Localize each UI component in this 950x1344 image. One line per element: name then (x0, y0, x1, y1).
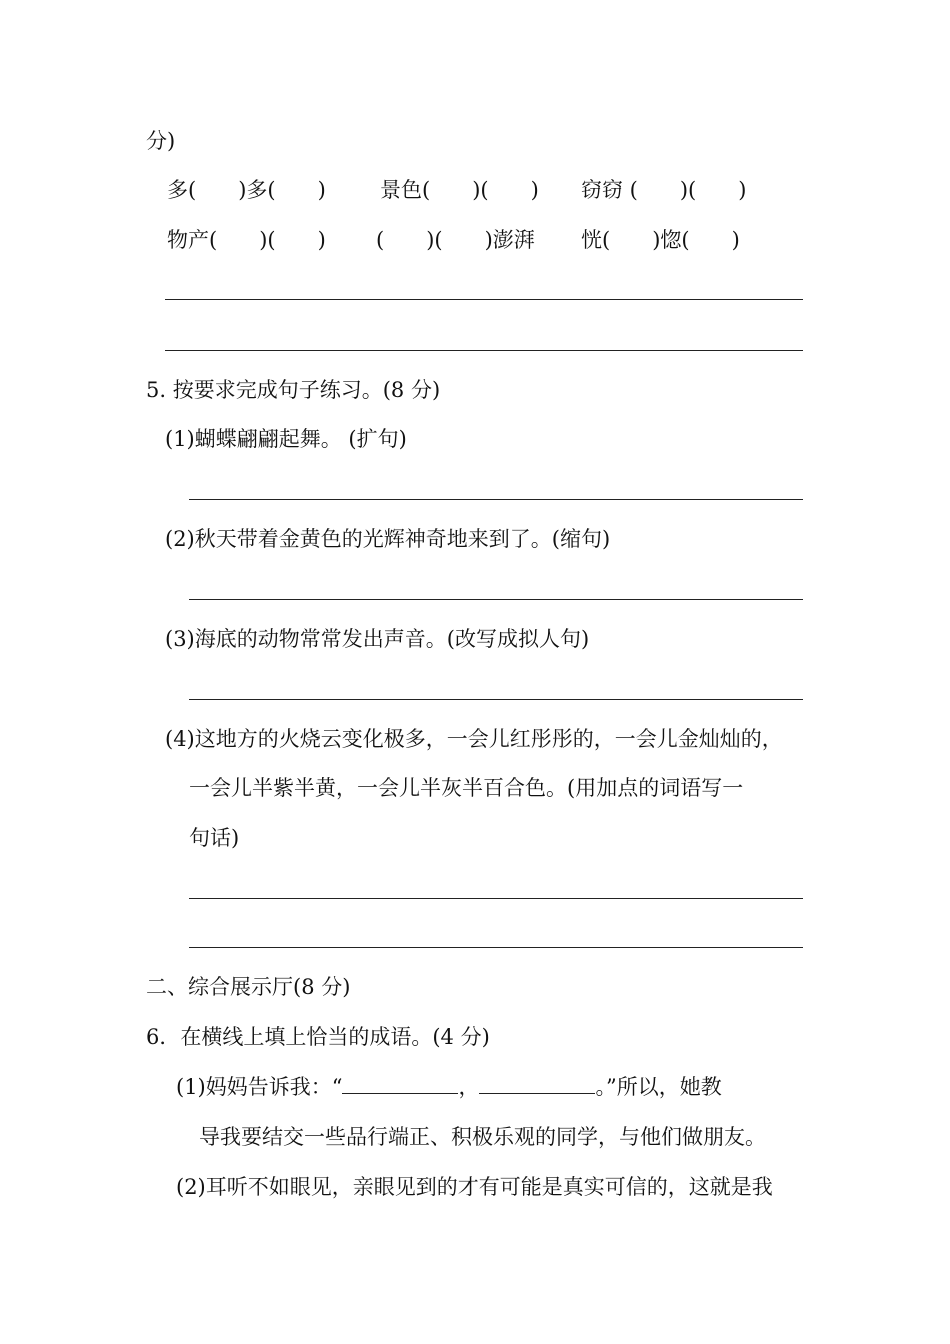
q6-item-1-prefix: (1)妈妈告诉我：“ (176, 1075, 343, 1099)
q6-item-1-comma: ， (458, 1075, 480, 1099)
q4-score-tail: 分) (146, 129, 176, 153)
q4-answer-line-2[interactable] (165, 350, 803, 351)
q5-item-3-answer-line[interactable] (189, 699, 803, 700)
q6-item-1 (176, 1073, 722, 1101)
q6-item-2: (2)耳听不如眼见，亲眼见到的才有可能是真实可信的，这就是我 (176, 1175, 773, 1199)
q6-item-1-line-2: 导我要结交一些品行端正、积极乐观的同学，与他们做朋友。 (199, 1125, 766, 1149)
q5-item-4: (4)这地方的火烧云变化极多，一会儿红彤彤的，一会儿金灿灿的， (165, 727, 783, 751)
section-2-heading: 二、综合展示厅(8 分) (146, 975, 351, 999)
q6-blank-2[interactable] (479, 1073, 595, 1094)
q4-word-4: 物产( )( ) (167, 228, 326, 252)
q4-word-3: 窃窃 ( )( ) (581, 178, 747, 202)
q5-item-1: (1)蝴蝶翩翩起舞。 (扩句) (165, 427, 407, 451)
q5-item-4-answer-line-2[interactable] (189, 947, 803, 948)
q5-item-4-answer-line-1[interactable] (189, 898, 803, 899)
q5-title: 5. 按要求完成句子练习。(8 分) (146, 378, 441, 402)
q4-word-2: 景色( )( ) (380, 178, 539, 202)
q5-item-2-answer-line[interactable] (189, 599, 803, 600)
q5-item-1-answer-line[interactable] (189, 499, 803, 500)
q4-word-5: ( )( )澎湃 (376, 228, 535, 252)
q5-item-4-line-2: 一会儿半紫半黄，一会儿半灰半百合色。(用加点的词语写一 (189, 776, 744, 800)
q5-item-2: (2)秋天带着金黄色的光辉神奇地来到了。(缩句) (165, 527, 611, 551)
q6-blank-1[interactable] (342, 1073, 458, 1094)
q4-word-6: 恍( )惚( ) (581, 228, 740, 252)
q5-item-3: (3)海底的动物常常发出声音。(改写成拟人句) (165, 627, 590, 651)
q5-item-4-line-3: 句话) (189, 826, 240, 850)
q6-title: 6．在横线上填上恰当的成语。(4 分) (146, 1025, 490, 1049)
q4-answer-line-1[interactable] (165, 299, 803, 300)
q6-item-1-suffix: 。”所以，她教 (595, 1075, 722, 1099)
q4-word-1: 多( )多( ) (167, 178, 326, 202)
